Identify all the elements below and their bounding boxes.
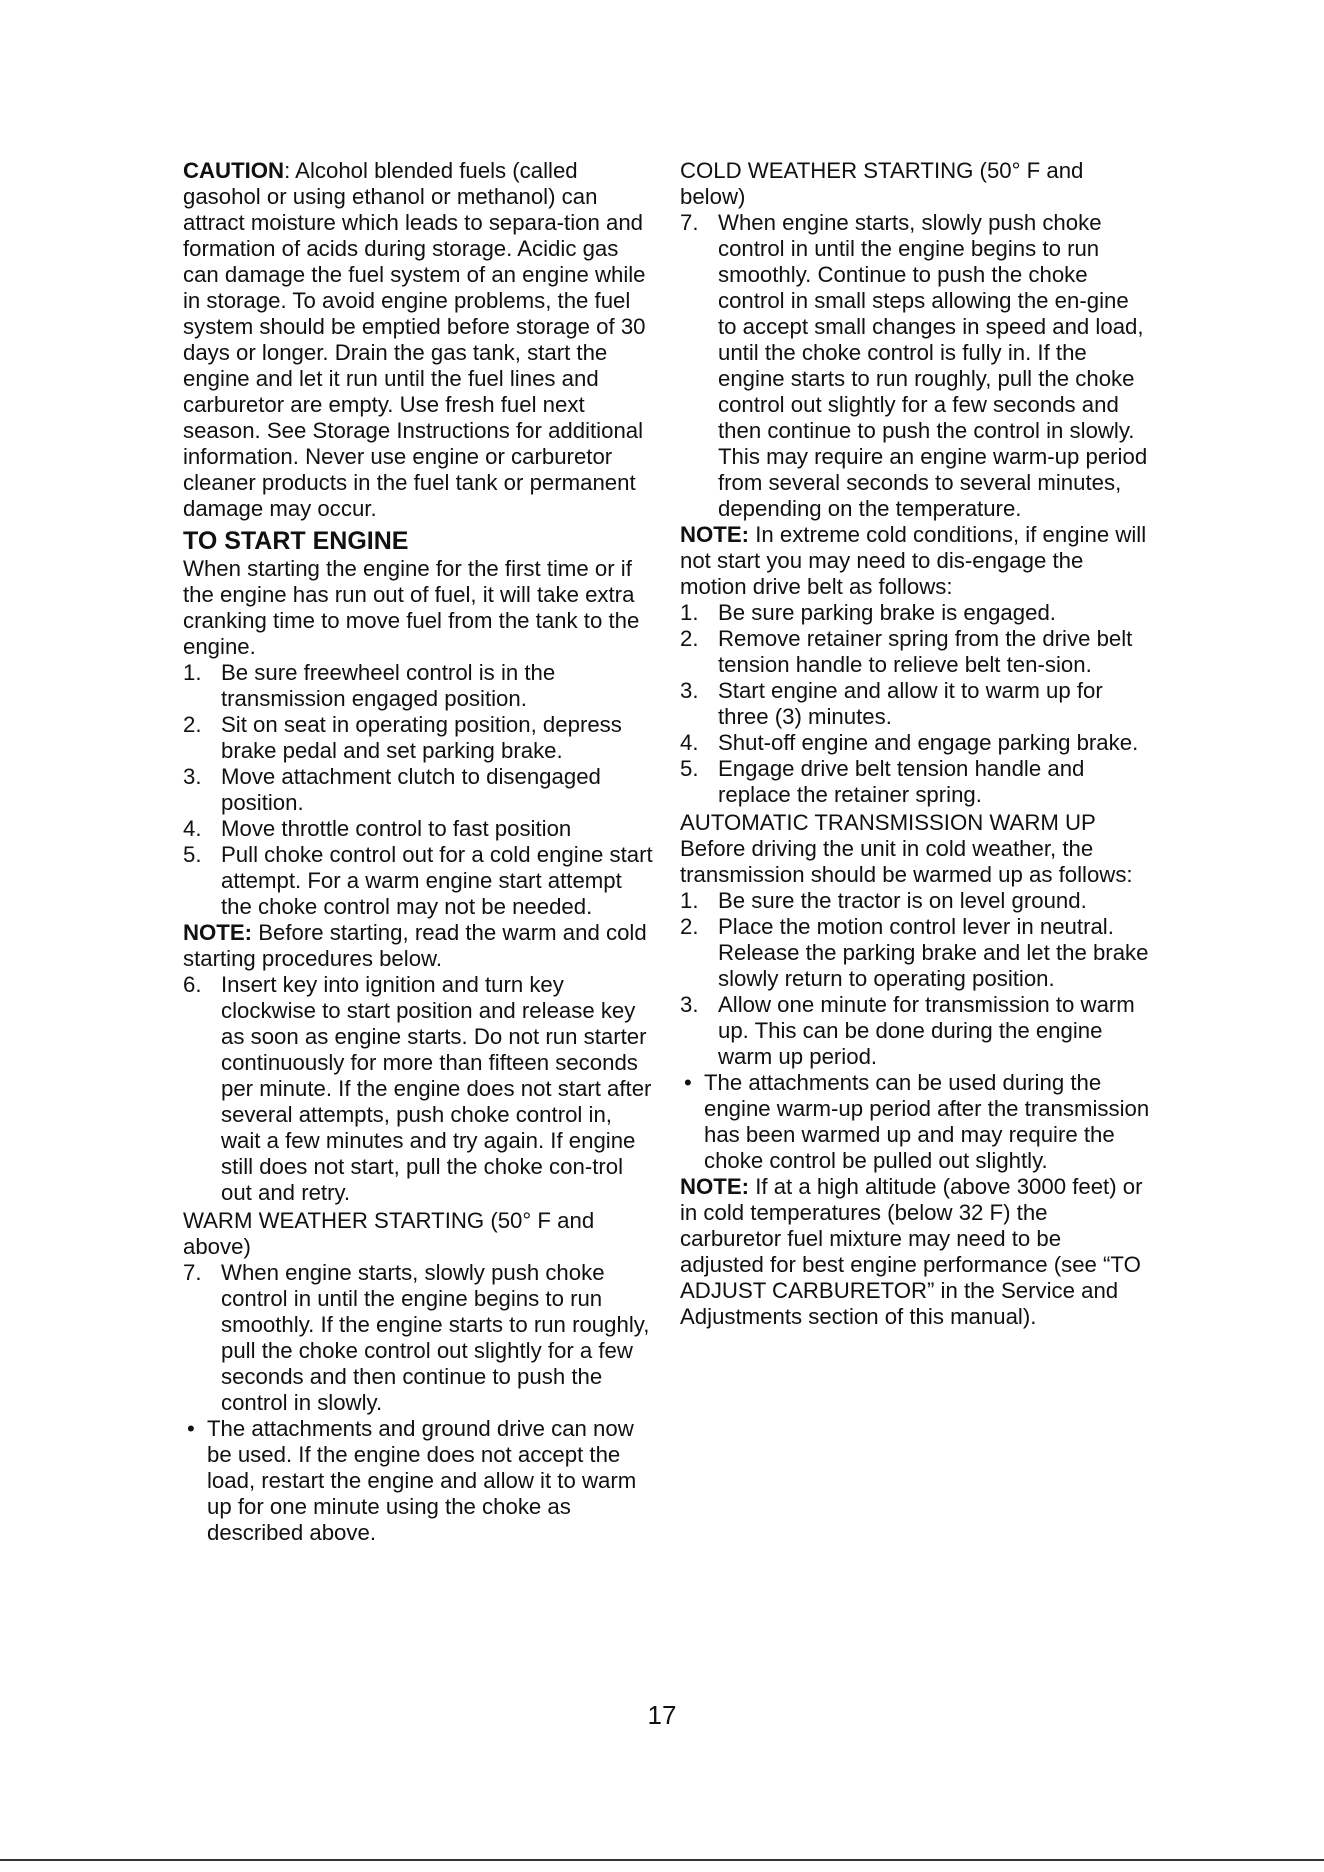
caution-label: CAUTION	[183, 158, 285, 183]
step-item	[183, 712, 653, 764]
start-intro: When starting the engine for the first time or if the engine has run out of fuel, it will take extra cranking time to move fuel from the tank to the engine.	[183, 556, 640, 659]
bullet-text: The attachments and ground drive can now be used. If the engine does not accept the load, restart the engine and allow it to warm up for one minute using the choke as described above.	[207, 1416, 637, 1545]
step-number: 2.	[183, 712, 202, 737]
step-item	[680, 730, 1150, 756]
note-paragraph	[680, 522, 1150, 600]
step-number: 7.	[680, 210, 699, 235]
bullet-item	[183, 1416, 653, 1546]
step-number: 1.	[183, 660, 202, 685]
note-paragraph	[183, 920, 653, 972]
auto-intro: Before driving the unit in cold weather, the transmission should be warmed up as follows:	[680, 836, 1133, 887]
step-item	[183, 1260, 653, 1416]
note-paragraph	[680, 1174, 1150, 1330]
step-item	[680, 626, 1150, 678]
note-text: In extreme cold conditions, if engine will not start you may need to dis-engage the motion drive belt as follows:	[680, 522, 1147, 599]
step-text: Be sure freewheel control is in the transmission engaged position.	[221, 660, 556, 711]
caution-paragraph	[183, 158, 653, 522]
step-item	[680, 600, 1150, 626]
right-column	[680, 158, 1150, 1330]
page-number: 17	[647, 1700, 677, 1730]
step-number: 2.	[680, 914, 699, 939]
section-heading-start-engine: TO START ENGINE	[183, 527, 409, 555]
step-item	[680, 888, 1150, 914]
note-text: If at a high altitude (above 3000 feet) or in cold temperatures (below 32 F) the carburetor fuel mixture may need to be adjusted for best engine performance (see “TO ADJUST CARBURETOR” in the Service and Adjustments section of this manual).	[680, 1174, 1143, 1329]
step-text: When engine starts, slowly push choke control in until the engine begins to run smoothly. Continue to push the choke control in small steps allowing the en-gine to accept small changes in speed and load, until the choke control is fully in. If the engine starts to run roughly, pull the choke control out slightly for a few seconds and then continue to push the control in slowly. This may require an engine warm-up period from several seconds to several minutes, depending on the temperature.	[718, 210, 1148, 521]
step-item	[183, 842, 653, 920]
warm-weather-heading: WARM WEATHER STARTING (50° F and above)	[183, 1208, 595, 1259]
step-text: Place the motion control lever in neutral. Release the parking brake and let the brake slowly return to operating position.	[718, 914, 1149, 991]
cold-weather-heading: COLD WEATHER STARTING (50° F and below)	[680, 158, 1084, 209]
step-text: Remove retainer spring from the drive belt tension handle to relieve belt ten-sion.	[718, 626, 1133, 677]
step-text: Insert key into ignition and turn key clockwise to start position and release key as soon as engine starts. Do not run starter continuously for more than fifteen seconds per minute. If the engine does not start after several attempts, push choke control in, wait a few minutes and try again. If engine still does not start, pull the choke con-trol out and retry.	[221, 972, 652, 1205]
bullet-item	[680, 1070, 1150, 1174]
step-item	[183, 816, 653, 842]
step-item	[183, 972, 653, 1206]
step-text: Allow one minute for transmission to warm up. This can be done during the engine warm up period.	[718, 992, 1135, 1069]
step-number: 2.	[680, 626, 699, 651]
note-label: NOTE:	[680, 522, 750, 547]
step-number: 4.	[183, 816, 202, 841]
note-text: Before starting, read the warm and cold starting procedures below.	[183, 920, 647, 971]
step-text: When engine starts, slowly push choke control in until the engine begins to run smoothly. If the engine starts to run roughly, pull the choke control out slightly for a few seconds and then continue to push the control in slowly.	[221, 1260, 650, 1415]
step-number: 4.	[680, 730, 699, 755]
note-label: NOTE:	[183, 920, 253, 945]
step-item	[680, 914, 1150, 992]
step-number: 5.	[680, 756, 699, 781]
step-number: 7.	[183, 1260, 202, 1285]
step-text: Move attachment clutch to disengaged position.	[221, 764, 601, 815]
step-number: 1.	[680, 888, 699, 913]
step-item	[680, 756, 1150, 808]
left-column	[183, 158, 653, 1546]
step-number: 5.	[183, 842, 202, 867]
step-text: Move throttle control to fast position	[221, 816, 572, 841]
step-text: Shut-off engine and engage parking brake.	[718, 730, 1139, 755]
step-item	[183, 764, 653, 816]
step-text: Sit on seat in operating position, depress brake pedal and set parking brake.	[221, 712, 622, 763]
step-text: Engage drive belt tension handle and replace the retainer spring.	[718, 756, 1085, 807]
step-text: Start engine and allow it to warm up for three (3) minutes.	[718, 678, 1103, 729]
step-number: 1.	[680, 600, 699, 625]
step-number: 6.	[183, 972, 202, 997]
bullet-mark: •	[684, 1070, 692, 1095]
note-label: NOTE:	[680, 1174, 750, 1199]
step-text: Be sure parking brake is engaged.	[718, 600, 1056, 625]
step-text: Be sure the tractor is on level ground.	[718, 888, 1087, 913]
step-item	[680, 210, 1150, 522]
bottom-divider	[0, 1859, 1324, 1861]
step-number: 3.	[183, 764, 202, 789]
bullet-text: The attachments can be used during the engine warm-up period after the transmission has been warmed up and may require the choke control be pulled out slightly.	[704, 1070, 1150, 1173]
step-number: 3.	[680, 678, 699, 703]
caution-text: : Alcohol blended fuels (called gasohol or using ethanol or methanol) can attract moisture which leads to separa-tion and formation of acids during storage. Acidic gas can damage the fuel system of an engine while in storage. To avoid engine problems, the fuel system should be emptied before storage of 30 days or longer. Drain the gas tank, start the engine and let it run until the fuel lines and carburetor are empty. Use fresh fuel next season. See Storage Instructions for additional information. Never use engine or carburetor cleaner products in the fuel tank or permanent damage may occur.	[183, 158, 646, 521]
step-item	[183, 660, 653, 712]
step-item	[680, 992, 1150, 1070]
step-text: Pull choke control out for a cold engine start attempt. For a warm engine start attempt the choke control may not be needed.	[221, 842, 653, 919]
step-number: 3.	[680, 992, 699, 1017]
step-item	[680, 678, 1150, 730]
auto-transmission-heading: AUTOMATIC TRANSMISSION WARM UP	[680, 810, 1096, 835]
bullet-mark: •	[187, 1416, 195, 1441]
